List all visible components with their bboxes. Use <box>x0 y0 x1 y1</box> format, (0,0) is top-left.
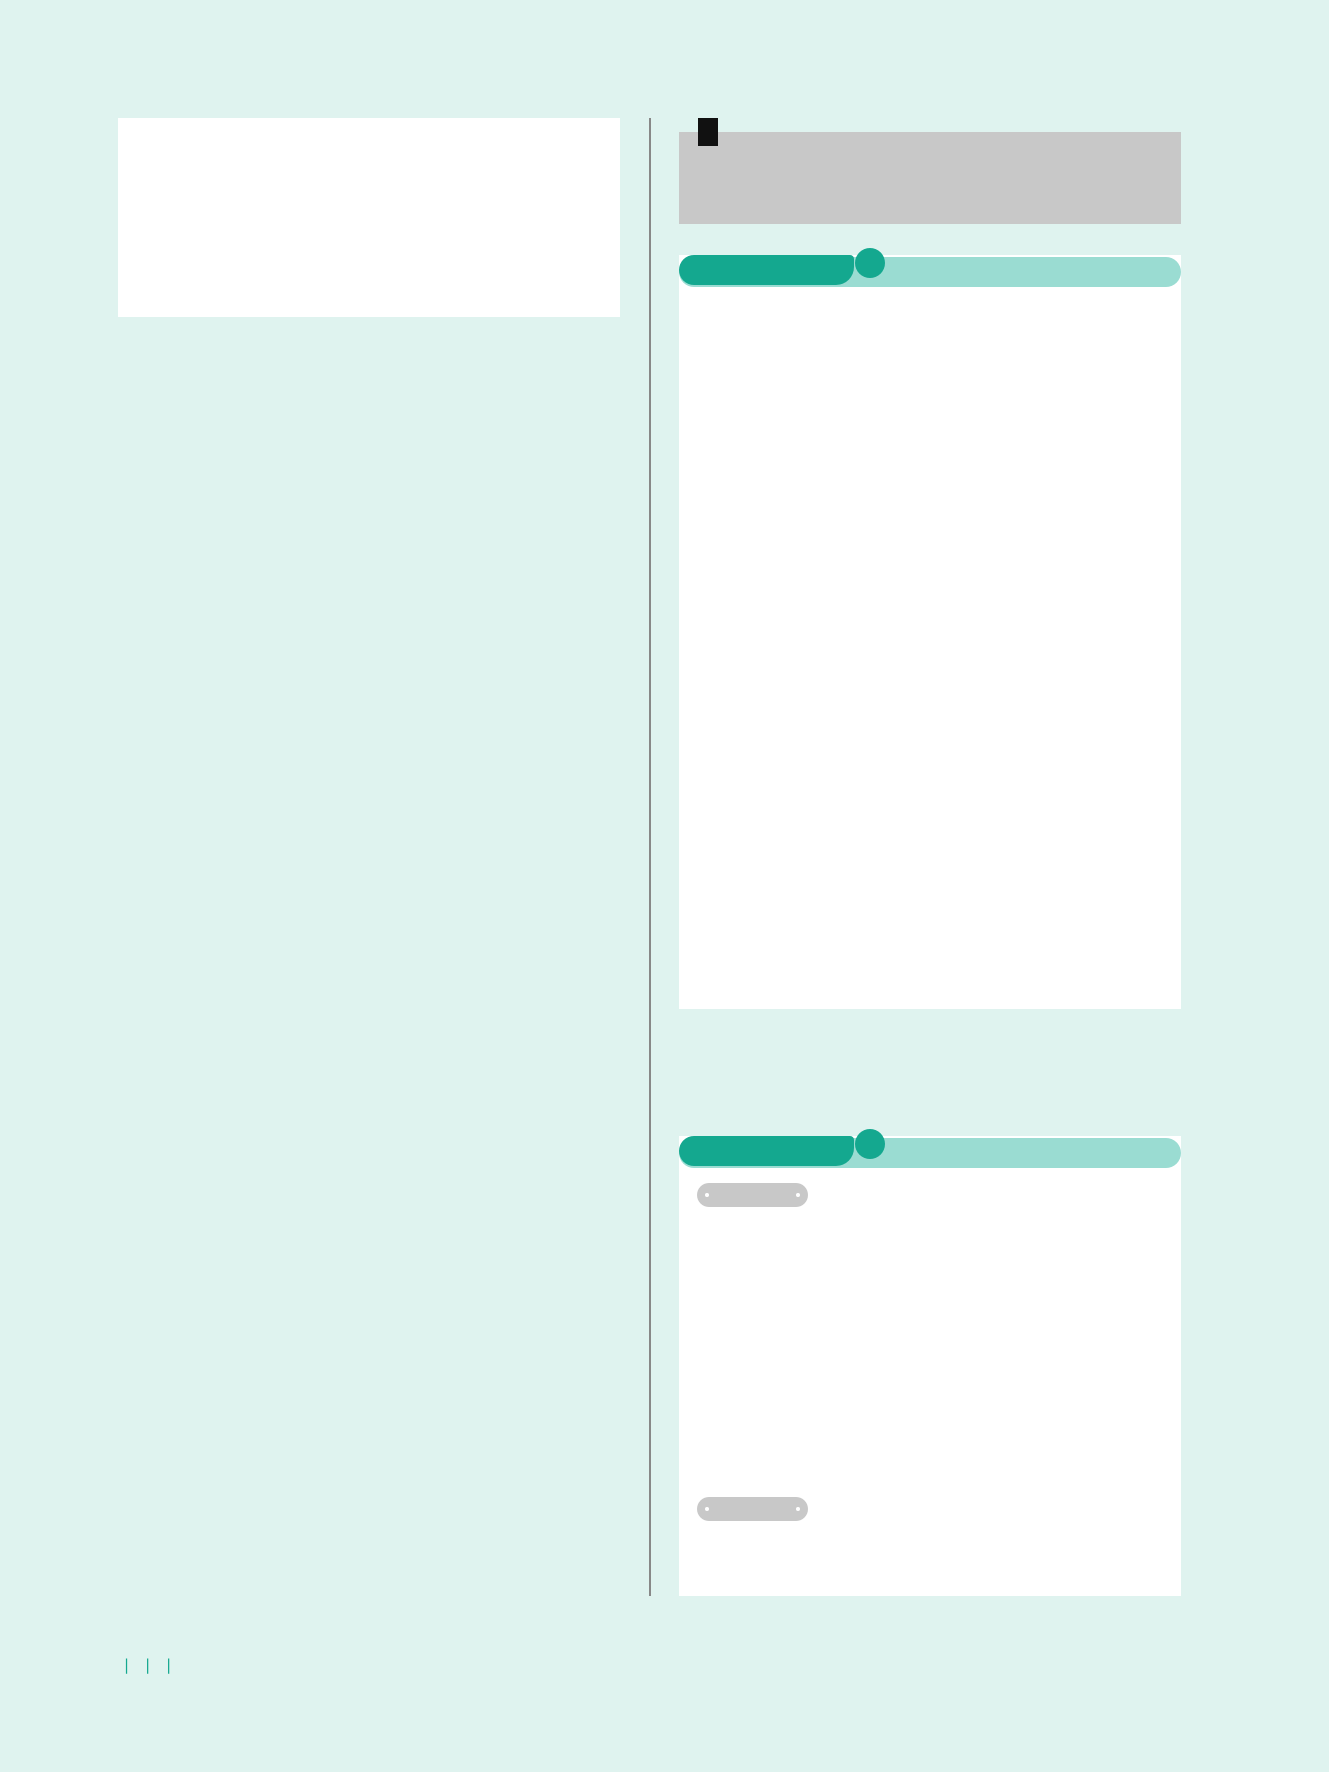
column-divider <box>649 118 651 1596</box>
step2-badge <box>697 1497 808 1521</box>
dialog-section-dot <box>855 1129 885 1159</box>
previous-answers-box <box>118 118 620 317</box>
footer-separator: | <box>124 1656 130 1674</box>
vocab-section-dot <box>855 248 885 278</box>
footer-separator: | <box>166 1656 172 1674</box>
footer-separator: | <box>145 1656 151 1674</box>
lesson-tag <box>698 118 718 146</box>
dialog-section-pill <box>679 1136 854 1166</box>
step1-badge <box>697 1183 808 1207</box>
lesson-banner <box>679 132 1181 224</box>
vocab-section-pill <box>679 255 854 285</box>
page-footer <box>116 1650 179 1680</box>
vocab-answers-panel <box>679 255 1181 1009</box>
